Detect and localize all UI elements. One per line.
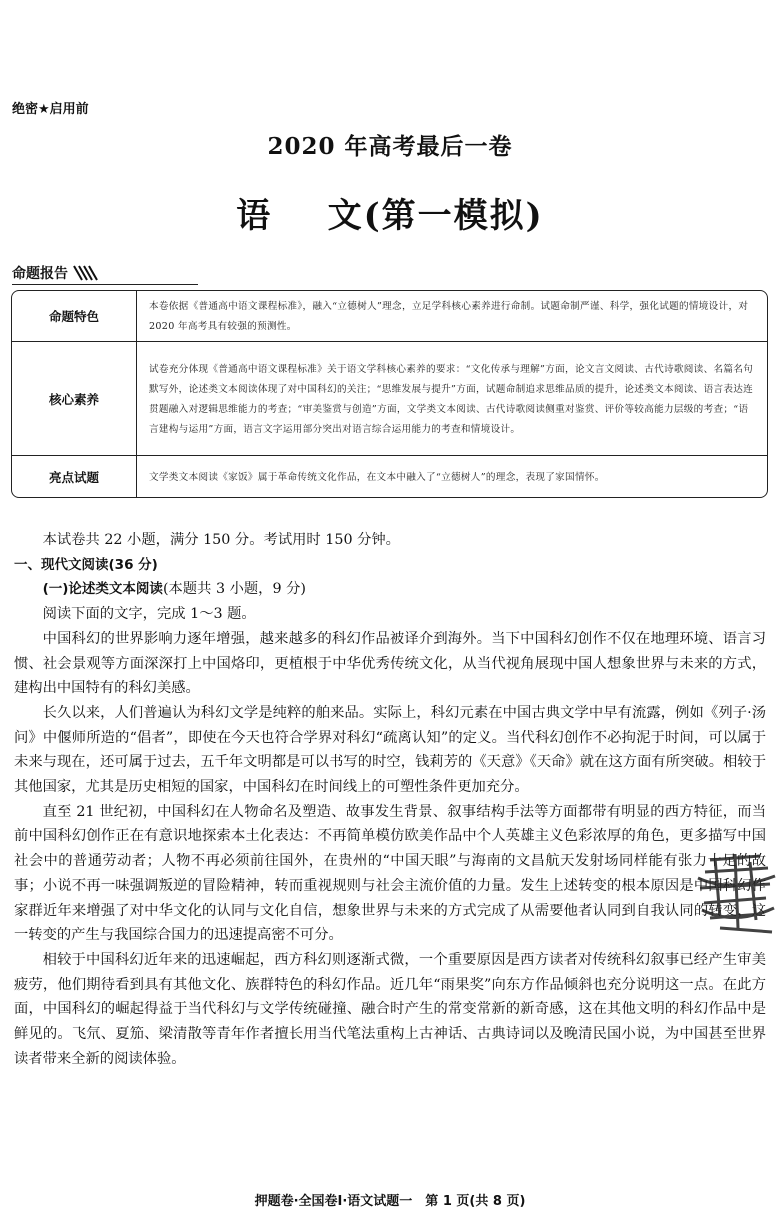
report-heading: [12, 262, 198, 285]
report-row-core-literacy: [12, 342, 767, 456]
report-row-head: 核心素养: [12, 342, 137, 455]
passage-paragraph: 直至 21 世纪初，中国科幻在人物命名及塑造、故事发生背景、叙事结构手法等方面都带有明显的西方特征，而当前中国科幻创作正在有意识地探索本土化表达：不再简单模仿欧美作品中个人英雄主义色彩浓厚的角色，更多描写中国社会中的普通劳动者；人物不再必须前往国外，在贵州的“中国天眼”与海南的文昌航天发射场同样能有张力十足的故事；小说不再一味强调叛逆的冒险精神，转而重视规则与社会主流价值的力量。发生上述转变的根本原因是中国科幻作家群近年来增强了对中华文化的认同与文化自信，想象世界与未来的方式完成了从需要他者认同到自我认同的转变，这一转变的产生与我国综合国力的迅速提高密不可分。: [14, 803, 766, 944]
report-row-feature: [12, 291, 767, 342]
instruction-text: 阅读下面的文字，完成 1～3 题。: [42, 606, 256, 623]
report-row-highlight: [12, 456, 767, 497]
passage-paragraph: 长久以来，人们普遍认为科幻文学是纯粹的舶来品。实际上，科幻元素在中国古典文学中早有流露，例如《列子·汤问》中偃师所造的“倡者”，即使在今天也符合学界对科幻“疏离认知”的定义。当代科幻创作不必拘泥于时间，可以属于未来与现在，还可属于过去，五千年文明都是可以书写的时空，钱莉芳的《天意》《天命》就在这方面有所突破。相较于其他国家，尤其是历史相短的国家，中国科幻在时间线上的可塑性条件更加充分。: [14, 704, 766, 796]
exam-subject: 语 文(第一模拟): [236, 196, 544, 236]
exam-body: [14, 528, 766, 1071]
page-footer: 押题卷·全国卷Ⅰ·语文试题一 第 1 页(共 8 页): [254, 1194, 526, 1209]
confidential-mark: 绝密★启用前: [12, 102, 89, 117]
passage-paragraph: 相较于中国科幻近年来的迅速崛起，西方科幻则逐渐式微，一个重要原因是西方读者对传统科幻叙事已经产生审美疲劳，他们期待看到具有其他文化、族群特色的科幻作品。近几年“雨果奖”向东方作品倾斜也充分说明这一点。在此方面，中国科幻的崛起得益于当代科幻与文学传统碰撞、融合时产生的常变常新的新奇感，这在其他文明的科幻作品中是鲜见的。飞氘、夏笳、梁清散等青年作者擅长用当代笔法重构上古神话、古典诗词以及晚清民国小说，为中国甚至世界读者带来全新的阅读体验。: [14, 951, 766, 1067]
slash-decoration-icon: [72, 264, 102, 282]
report-row-content: 试卷充分体现《普通高中语文课程标准》关于语文学科核心素养的要求：“文化传承与理解”方面，论文言文阅读、古代诗歌阅读、名篇名句默写外，论述类文本阅读体现了对中国科幻的关注；“思维发展与提升”方面，试题命制追求思维品质的提升，论述类文本阅读、语言表达连贯题融入对逻辑思维能力的考查；“审美鉴赏与创造”方面，文学类文本阅读、古代诗歌阅读侧重对鉴赏、评价等较高能力层级的考查；“语言建构与运用”方面，语言文字运用部分突出对语言综合运用能力的考查和情境设计。: [149, 363, 754, 435]
report-table: [11, 290, 768, 498]
subsection-heading: [14, 577, 766, 602]
report-row-head: 命题特色: [12, 291, 137, 341]
exam-title: 2020 年高考最后一卷: [267, 133, 513, 160]
report-row-head: 亮点试题: [12, 456, 137, 497]
report-row-content: 本卷依据《普通高中语文课程标准》，融入“立德树人”理念，立足学科核心素养进行命制。试题命制严谨、科学，强化试题的情境设计，对 2020 年高考具有较强的预测性。: [149, 301, 749, 332]
intro-text: 本试卷共 22 小题，满分 150 分。考试用时 150 分钟。: [42, 532, 400, 548]
ink-stamp-icon: [690, 848, 780, 936]
subsection-note: (本题共 3 小题，9 分): [162, 581, 306, 598]
report-row-content: 文学类文本阅读《家饭》属于革命传统文化作品，在文本中融入了“立德树人”的理念，表现了家国情怀。: [149, 471, 605, 483]
report-label: 命题报告: [12, 266, 68, 282]
section-heading: 一、现代文阅读(36 分): [14, 556, 158, 573]
passage-paragraph: 中国科幻的世界影响力逐年增强，越来越多的科幻作品被译介到海外。当下中国科幻创作不仅在地理环境、语言习惯、社会景观等方面深深打上中国烙印，更植根于中华优秀传统文化，从当代视角展现中国人想象世界与未来的方式，建构出中国特有的科幻美感。: [14, 630, 766, 697]
subsection-title: (一)论述类文本阅读: [42, 581, 163, 598]
